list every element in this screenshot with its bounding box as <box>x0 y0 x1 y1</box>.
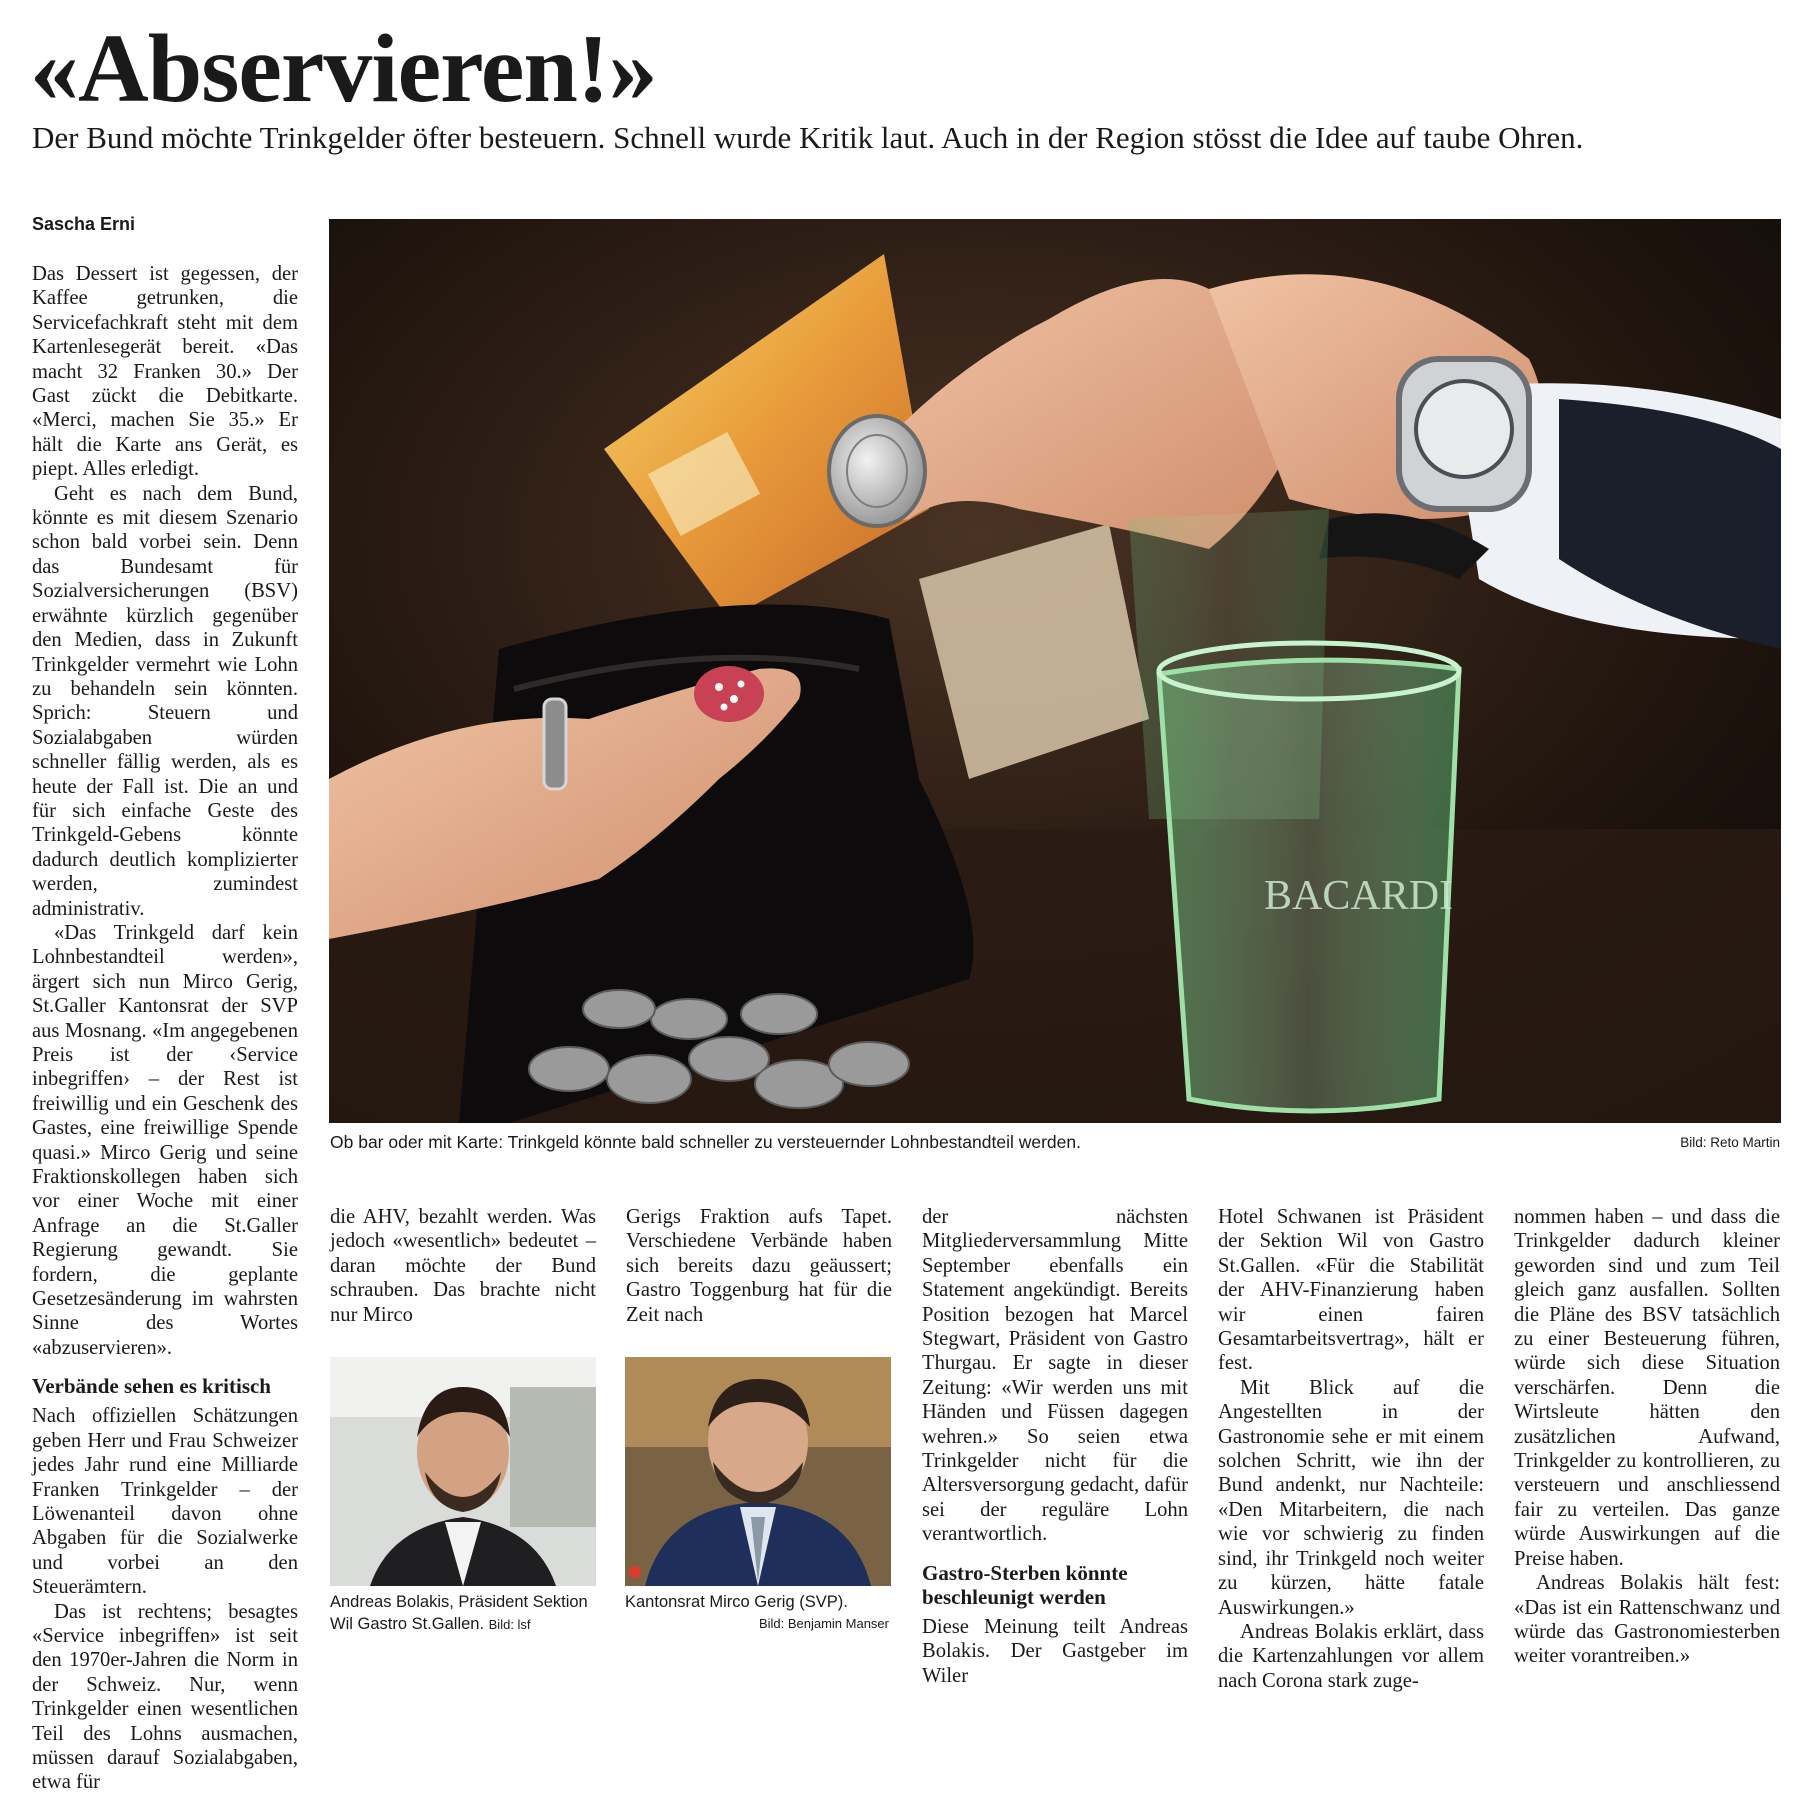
paragraph: Hotel Schwanen ist Präsident der Sektion Wil von Gastro St.Gallen. «Für die Stabilität der AHV-Finanzierung haben wir einen fairen Gesamtarbeitsvertrag», hält er fest. <box>1218 1206 1484 1375</box>
article-column-1 <box>32 262 298 1795</box>
paragraph: Das Dessert ist gegessen, der Kaffee getrunken, die Servicefachkraft steht mit dem Kartenlesegerät bereit. «Das macht 32 Franken 30.» Der Gast zückt die Debitkarte. «Merci, machen Sie 35.» Er hält die Karte ans Gerät, es piept. Alles erledigt. <box>32 263 298 481</box>
article-column-5 <box>1218 1205 1484 1693</box>
paragraph: Diese Meinung teilt Andreas Bolakis. Der Gastgeber im Wiler <box>922 1615 1188 1687</box>
portrait-caption-text: Kantonsrat Mirco Gerig (SVP). <box>625 1593 848 1611</box>
photo-caption: Ob bar oder mit Karte: Trinkgeld könnte bald schneller zu versteuernder Lohnbestandteil werden. <box>330 1132 1081 1152</box>
paragraph: Gerigs Fraktion aufs Tapet. Verschiedene Verbände haben sich bereits dazu geäussert; Gastro Toggenburg hat für die Zeit nach <box>626 1206 892 1326</box>
paragraph: Mit Blick auf die Angestellten in der Gastronomie sehe er mit einem solchen Schritt, wie ihn der Bund andenkt, nur Nachteile: «Den Mitarbeitern, die nach wie vor schwierig zu finden sind, ihr Trinkgeld noch weiter zu kürzen, hätte fatale Auswirkungen.» <box>1218 1376 1484 1619</box>
portrait-caption <box>625 1591 895 1635</box>
paragraph: Andreas Bolakis erklärt, dass die Kartenzahlungen vor allem nach Corona stark zuge- <box>1218 1620 1484 1692</box>
portrait-credit: Bild: lsf <box>488 1617 531 1632</box>
paragraph: Andreas Bolakis hält fest: «Das ist ein Rattenschwanz und würde das Gastronomiesterben weiter vorantreiben.» <box>1514 1572 1780 1668</box>
portrait-mirco-gerig <box>625 1357 891 1586</box>
portrait-caption <box>330 1591 600 1636</box>
paragraph: nommen haben – und dass die Trinkgelder dadurch kleiner geworden sind und zum Teil gleich ganz ausfallen. Sollten die Pläne des BSV tatsächlich zu einer Besteuerung führen, würde sich diese Situation verschärfen. Denn die Wirtsleute hätten den zusätzlichen Aufwand, Trinkgelder zu kontrollieren, zu versteuern und anschliessend fair zu verteilen. Das ganze würde Auswirkungen auf die Preise haben. <box>1514 1206 1780 1570</box>
glass-brand-text: BACARDI <box>1264 873 1454 919</box>
portrait-andreas-bolakis <box>330 1357 596 1586</box>
main-photo <box>329 219 1781 1123</box>
article-column-6 <box>1514 1205 1780 1669</box>
section-subhead: Gastro-Sterben könnte beschleunigt werden <box>922 1560 1128 1609</box>
byline: Sascha Erni <box>32 214 136 234</box>
paragraph: Geht es nach dem Bund, könnte es mit diesem Szenario schon bald vorbei sein. Denn das Bundesamt für Sozialversicherungen (BSV) erwähnte kürzlich gegenüber den Medien, dass in Zukunft Trinkgelder vermehrt wie Lohn zu behandeln sein könnten. Sprich: Steuern und Sozialabgaben würden schneller fällig werden, als es heute der Fall ist. Die an und für sich einfache Geste des Trinkgeld-Gebens könnte dadurch deutlich komplizierter werden, zumindest administrativ. <box>32 482 298 920</box>
section-subhead: Verbände sehen es kritisch <box>32 1374 271 1399</box>
portrait-credit: Bild: Benjamin Manser <box>758 1616 889 1631</box>
paragraph: «Das Trinkgeld darf kein Lohnbestandteil werden», ärgert sich nun Mirco Gerig, St.Galler Kantonsrat der SVP aus Mosnang. «Im angegebenen Preis ist der ‹Service inbegriffen› – der Rest ist freiwillig und ein Geschenk des Gastes, eine freiwillige Spende quasi.» Mirco Gerig und seine Fraktionskollegen haben sich vor einer Woche mit einer Anfrage an die St.Galler Regierung gewandt. Sie fordern, die geplante Gesetzesänderung im wahrsten Sinne des Wortes «abzuservieren». <box>32 921 298 1359</box>
paragraph: Das ist rechtens; besagtes «Service inbegriffen» ist seit den 1970er-Jahren die Norm in der Schweiz. Nur, wenn Trinkgelder einen wesentlichen Teil des Lohns ausmachen, müssen darauf Sozialabgaben, etwa für <box>32 1600 298 1794</box>
subheadline: Der Bund möchte Trinkgelder öfter besteuern. Schnell wurde Kritik laut. Auch in der Region stösst die Idee auf taube Ohren. <box>32 120 1584 155</box>
article-column-3 <box>626 1205 892 1327</box>
article-column-4 <box>922 1205 1188 1688</box>
photo-credit: Bild: Reto Martin <box>1680 1135 1780 1150</box>
paragraph: die AHV, bezahlt werden. Was jedoch «wesentlich» bedeutet – daran möchte der Bund schrauben. Das brachte nicht nur Mirco <box>330 1206 596 1326</box>
article-column-2 <box>330 1205 596 1327</box>
paragraph: der nächsten Mitgliederversammlung Mitte September ebenfalls ein Statement angekündigt. Bereits Position bezogen hat Marcel Stegwart, Präsident von Gastro Thurgau. Er sagte in dieser Zeitung: «Wir werden uns mit Händen und Füssen dagegen wehren.» So seien etwa Trinkgelder nicht für die Altersversorgung gedacht, dafür sei der reguläre Lohn verantwortlich. <box>922 1206 1188 1546</box>
headline: «Abservieren!» <box>30 15 657 123</box>
portrait-caption-text: Andreas Bolakis, Präsident Sektion Wil Gastro St.Gallen. <box>330 1593 588 1633</box>
paragraph: Nach offiziellen Schätzungen geben Herr und Frau Schweizer jedes Jahr rund eine Milliarde Franken Trinkgelder – der Löwenanteil davon ohne Abgaben für die Sozialwerke und vorbei an den Steuerämtern. <box>32 1405 298 1599</box>
